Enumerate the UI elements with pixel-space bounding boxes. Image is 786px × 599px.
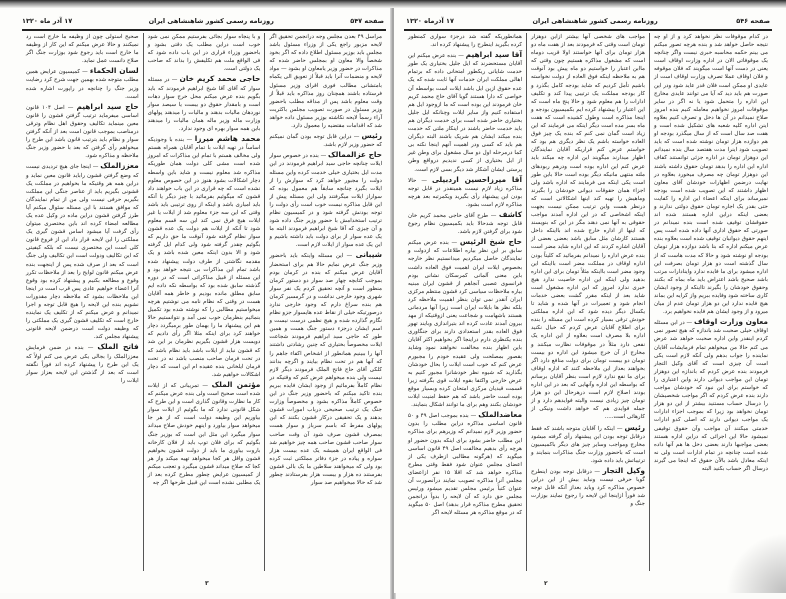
paragraph-text: — کمیسیون عرایض همین مطلب متوجه شده بهمین جهت شرح کرد رضایت وزیر جنگ را چنانچه در راپورت اشاره شده است.: [25, 69, 139, 100]
speaker-name: محمد هاشم میرزا: [194, 134, 261, 144]
speaker-name: لسان الحکماء: [89, 66, 139, 76]
speaker-name: وکیل التجار: [602, 465, 645, 475]
speaker-paragraph: [408, 238, 522, 409]
speaker-name: معاون وزارت اوقاف: [693, 317, 769, 327]
paragraph-text: صحیح استولی چون از وظیفه ما خارج است رد نمیکنند و حالا عرض میکنم که این کار از وظیفه ما خارج است باید رجوع شود بوزارت جنگ اگر صلاح دانست عمل نماید.: [25, 34, 139, 65]
left-page: [0, 8, 392, 593]
speaker-paragraph: [269, 151, 382, 249]
speaker-paragraph: [269, 251, 382, 487]
right-page-title: روزنامه رسمی کشور شاهنشاهی ایران: [532, 17, 658, 25]
text-column: [650, 33, 772, 571]
left-page-columns: [22, 33, 386, 571]
speaker-name: مؤتمن الملک: [211, 379, 261, 389]
speaker-paragraph: [26, 67, 139, 100]
left-header-rule: [22, 29, 386, 31]
paragraph-text: در کدام موقوفات نظر نخواهد کرد و از او چه نتیجه حاصل خواهد شد و بنده هرچه تصور میکنم می بینم حکمه محاسبه خبری نیست واگر چنانچه یک موقوفاتی الان در اداره وزارت اوقاف است یعنی در دست آنها است میگویند که فلان موقوفه و فلان اوقاف عملا تصرف وزارت اوقاف است از عایدی او ممکن است فلان قدر عاید شود ودر این صورت هم باید دید که آیا می توانند عایدی مخارج این اداره را متحمل شود یا نه اگر در سایر موقوفات امروز نخواهیم معامله کنیم بنده امروز صلاح نمیدانم در آن ها دخل و تصرف کنیم بعلاوه اینن اداره کلیه شعبه های تشکیل شده است و هفت صد سال است که از سال میگذرد بودجه او هم دوازده هزار تومان نوشته شده است که باید تصویب شود اینرا مدت هفتصد سال بنده نمیدانم این دوهزار تومان در اداره جزئی توانستند کفاف اداره این اداره را بدهد تومان حقوق داشته باشند این دوهزار تومان چه مصرف میخورد بعلاوه در نهایت درضمن اظهارات خودشان آقای معاون اظهار داشتند که این تصویب شده است بودجه نمیرساند برای اینکه اعضاء این اداره را کفایت حتی بقدر یک اجاره تومان حقوق دولتی ندارند و بعضی اینکه دراین اداره هستند شده اند حقوقشان توقیف شده است بنده نمیدانم در صورتی که حقوق اداری آنها داده شده است پس اینهم حقوق دیوانیان توقیف شده است بعلاوه بنده عرض میکنم اداره که بنا باشد دوازده هزار تومان بودجه او نوشته شود و حالا که مدت هاست که از سال گذشته است دو هزار تومان بصرفت این اداره میشود برای ما فایده ندارد واینادارات مرتب باشد صحیح باشد اعتراض باید ماه بماه که بکنند وحقوق خودشان را بگیرند تااینکه از وجود ایشان کاری ساخته شود وفایده ببریم واز کرایه این بماند هیچ فایده ندارد این دو هزار تومان عدم از میان میرود و از وجود ایشان هم فایده نخواهیم برد.: [654, 34, 768, 316]
speaker-name: کاشف: [498, 209, 522, 219]
speaker-paragraph: [26, 103, 139, 161]
paragraph-text: — اینجا جای هیچ تردیدی نیست که وضع گرفتن قشون راباید قانون معین نماید و دراین همه هر وقتیکه ما بخواهیم در مملکت یک قشونی بگیریم باید از عناصر جنگی این مملکت بگیریم حرفی نیست ولی من از تمام نمایندگان که موافق هستند با این مسئله سئوال میکنم آیا طرز گرفتن قشون دراین ماده در وکیل عده یک مطالعه امضاء کرده اند باین مختصری میتوان رأی گرفت آیا میشود اساس قشون گیری یک مملکتی را این لایحه قرار داد این از فروع قانون کلی است این مختصری نیست که بلکه کیفیتی که این تکالیف ودولت است این تکالیف ولی جنگ است که بعد از صرف شده پس از اینجهت بنده عرض میکنم قانون لوایح را بعد از ملاحظات تکرر وقوع و مطالعه بکنیم و پیشنهاد کرده بود وقوع آنرا اعضاء خواهیم عادی پس قرب است در اینجا این ملاحظات بشود که ملاحظه دچار مقدورات نشویم بنده این لایحه را هیچ قابل توجه و اجرا نمیدانم و عرض میکنم که از تکلیف یک نماینده خارج است که تکلیف قشون گیری یک مملکتی را که وظیفه دولت است درضمن لایحه قانونی پیشنهاد مجلس کند.: [25, 164, 139, 341]
paragraph-text: — بنده عرض میکنم این آقایان مستحضرند که ایل جلیل بختیاری یک طور خدمت شایانی ریکطور امتحانی داده که برتمام اهالی مملکت ایران خدمات آنها ثابت شده که یک عده حقوق ازین ایل باشد ایلات است بواسطه آن خواصی که دارا هستند گویا آقای حاج محمد کریم خان فرمودند این بوده است که ما ازوجود ایل هم استفاده کنیم واز سایر ایلات وچنانکه ایل جلیل بختیاری حاضر شده است برای خدمت دیگران هم باید خدمت حاضر باشند در اینکار ملتی که خدمت بنده میکند ایشان هم شریک باشند البته دیگران هم باید که کسی ودر اهمیت آنهم اینجا نکته بی کما درمرحله اول دو سال مشغول برای وطن غیر از ایل بختیاری از کسی ندیدیم درواقع وطن پرستی ایشان آشکار شد دیگر بسی لازم است.: [408, 53, 522, 173]
text-paragraph: [26, 33, 139, 65]
speaker-name: آقا سید ابراهیم: [465, 50, 523, 60]
right-page-header: [406, 14, 770, 28]
paragraph-text: — در مسئله سوار که آقای آقا شیخ ابراهیم فرمودند که باید بگویم بنده عرض میکنم محل خرج سوار دهات است و بامقدار حقوق دو بیست یا سیصد سوار نوردهان مالیات بدهند و مالیات را میدهند پولهای وزارت ماله وزیر ماله همان مالیات را میدهند باین همه سوار بهره ای وجود ندارد.: [147, 77, 261, 133]
paragraph-text: — این مسئله واینکه باید باحضور وزیر جنگ عرض نمایم حالا هم برای استحضار آقایان عرض میکنم که بنده در کرمان بودم بموجب کتابچه چهار صد سوار دو دستور کرمان منظور است و آنچه تحقیق کردم یک نفر سوار شهری وجود خارجی نداشت و در گرمسیر کرمان هم بنده سراغ دارم که وجود خارجی ندارد درصورتیکه خیلی از نقاط عده هایسوار جزو نظام نگارم گذارده شده و هیچ نظمی درست نیست و اسم ایشان درجزء دستور جنگ هست و همین طور که حاجی سید ابراهیم فرمودند شجاعت ایلات مخصوصاً بختیاری که چنین رشادتی داشتند آنها را ببینیم همانطور از اشخاص اکفاء جاهم را که آنها هم در تحت نظام بیایند و اگرچه بدانند کلکی آقای حاج فاتح الملک فرمودند دیگر لازم نیست ولی بنده میخواهم عرض کنم که وقتیکه در نظام کاملاً بفرمائیم از وجود ایشان فایده ببریم بنده تاکید میکنم که باحضور وزیر جنگ در این خصوص کاملاً مذاکره بشود و مخصوصاً وزارت جنگ یک ترتیب صحیحی درباب امورات قشون بدهند و یک تحقیقی درکار قشون بکنند که این پولهای مفرط که باسم سرباز و سوار هست بمصرف قشون صرف شود آن وقت صاحب سوار صاحب قشون صاحب همه چیز خواهیم شد فی الواقع ایران همیشه یک عده بیست هزار سواره و پیاده در جزء دفاتر مملکتی ثبت کرده بود ولی که میخواهند سلاطین ما یک بالی قشون بفرستند ده هزار و بیست هزار بفرستادند چطور شد که حالا میخواهیم صد سوار: [269, 253, 382, 487]
speaker-name: شیبانی: [355, 250, 382, 260]
speaker-paragraph: [148, 381, 261, 487]
paragraph-text: — دراین قابل توجه بودن گمان نمیکنم که حضور وزیر لازم باشد.: [269, 134, 382, 149]
left-page-header: [22, 14, 384, 28]
text-column: [265, 33, 386, 571]
speaker-paragraph: [26, 343, 139, 384]
paragraph-text: — اصل ۱۰۴ قانون اساسی میفرماید ترتیب گرفتن قشون را قانون معین مینماید تکالیف وحقوق اهل نظام وترقی درمناصب بموجب قانون است بعد از آنکه گرفتن سوار و نظام باید بترتیب قانون باشد این طرح را میخواهم رأی گرفتن که بعد با حضور وزیر جنگ ملاحظه و مذاکره شود.: [25, 104, 139, 160]
speaker-name: حاج عزالممالک: [328, 150, 382, 160]
paragraph-text: — درقابل توجه بودن اینطرح گویا حرفی نیست ونباید بیش از این دراین خصوص مذاکره کرد وباید بعداز آنکه قابل توجه شد فوراً ازاینجا این لایحه را رجوع نمایند بوزارت جنگ و: [531, 468, 645, 508]
paragraph-text: — بنده بموجب اصل ۴۹ و ۵۰ قانون اساسی مذاکره دراین مطلب را بدون حضور وزیر لازم نمیدانم که وزیرهم برای مذاکره این مطلب حاضر بشود برای اینکه بدون حضور او هرچه رأی بدهیم مخالفت اصل ۴۹ قانون اساسی میگوید که (هرگونه مطالبی ازطرف یکی از اعضای مجلس عنوان شود فقط وقتی مطرح مذاکره خواهد شد که اقلا ۱۵ نفر ازاعضای مجلس آنرا مذاکره تصویب نمایند درآنصورت آن عنوان کتباً برئیس مجلس تقدیم میشود ورئیس مجلس حق دارد که آن لایحه را بدواً درانجمن تحقیق مطرح مذاکره قرار بدهد) اصل ۵۰ میگوید که در موقع مذاکره هر مسئله لایحه اگر: [408, 413, 523, 517]
speaker-paragraph: [408, 211, 522, 236]
text-paragraph: [408, 33, 522, 49]
paragraph-text: همانطوریکه گفته شد درجزء سواری کمنظور کرده بگیرید اینطرح را پیشنهاد کرده اند.: [408, 34, 522, 49]
speaker-name: حاجی محمد کریم خان: [179, 74, 261, 84]
text-column: [144, 33, 266, 571]
text-paragraph: [654, 33, 768, 316]
left-page-title: روزنامه رسمی کشور شاهنشاهی ایران: [148, 17, 274, 25]
right-page-number: ۲: [544, 580, 548, 587]
left-page-number: ۳: [205, 580, 209, 587]
speaker-name: حاج شیخ الرئیس: [459, 237, 522, 247]
speaker-paragraph: [408, 176, 522, 209]
right-page-date: ۱۷ آذرماه ۱۳۲۰: [406, 17, 454, 25]
paragraph-text: — در این مسئله اوقاف خیلی صحبت شد باندازه که هیچ تصور نمی کردم اینقدر واین اداره صحبت خواهد شد عرض می کنم حالا من میخواهم تمام فرمایشات آقایان نماینده را جواب بدهم ولی آنکه لازم است یکی است آن چیزی است که آقای وکیل التجار فرمودند بنده عرض کردم که باندازه این دوهزار تومان این مواجب دیوانی دارند واین اعتباری را که خواستم برای این نبود که خودشان مواجب دارند بنده عرض کردم که اگر مواجب شخصیشان را درسال حساب مستنید بیشتر از این دو هزار تومان نخواهد بود زیرا که بموجب اجزاء ادارات یک مواجب دیوانی دارند که اصلی کدو ادارات خدمتی میکنند آن مواجب وآن حقوق توقیفی نمیشود حالا این اجرائی که دراین اداره هستند بعضی مواجبها دارند بعضی دخل ها هم آنها داده شده است چنانچه در تمام ادارات است ولی نه اینکه معادل باشد بالآن حقوق که اینجا می گیرند درسال اگر حساب بکنید البته: [654, 320, 768, 472]
speaker-paragraph: [531, 424, 645, 465]
paragraph-text: — طرح آقای حاجی محمد کریم خان قابل توجه شدحالا باید بکمیسیون نظام رجوع شود برای گرفتن لازم باشد.: [408, 212, 522, 236]
paragraph-text: و با پنجاه سوار بجائی بفرستیم ممکن نمی شود خوب است دراین مطلب یک دقتی بشود و باحضور وزراء قراری در این باب داده شود که فی الواقع ملت هم تکلیفش را بداند که صاحب یک دولتی است.: [147, 34, 261, 73]
speaker-paragraph: [654, 318, 768, 473]
left-page-label: صفحه ۵۴۷: [350, 17, 384, 25]
scan-corner-shadow: [726, 533, 786, 593]
speaker-name: رئیس: [624, 422, 645, 432]
text-paragraph: [148, 33, 261, 73]
speaker-paragraph: [531, 467, 645, 508]
text-column: [404, 33, 527, 571]
speaker-paragraph: [408, 411, 522, 517]
speaker-name: آقا میرزاحسین اردبیلی: [431, 174, 523, 184]
right-header-rule: [404, 29, 772, 31]
speaker-paragraph: [26, 162, 139, 341]
speaker-paragraph: [269, 132, 382, 149]
speaker-paragraph: [148, 75, 261, 133]
scan-top-shadow: [0, 0, 786, 8]
paragraph-text: مراسل ۴۹ بعدن مجلس وجه درانجمن تحقیق اگر لایحه مزبور راجع یکی از وزراء مسئول باشد مجلس باید بوزیر مسئول اطلاع داده که اگر بخود شخصاً والا معاون او بمجلس حاضر شده که مذاکرات در حضور وزیر یامعاون او بشود — مواد لایحه و منضمات آنرا باید قبلاً از تعویق الی یکماه بامتشانی مطالب فوری اقرای وزیر مسئول فرستاده باشند همچنان روز مذاکره باید قبلاً از وقت معلوم باشد پس از مداقه مطلب باحضور وزیر مسئول در صورت تصویب مجلس باکثریت آراء رسماً لایحه نکاشته بوزیر مسئول داده خواهد شد که اقدامات مقتضیه را معمول دارد.: [269, 34, 382, 130]
speaker-name: رئیس: [361, 131, 382, 141]
paragraph-text: — اینکه را آقایان متوجه باشند که فقط درقابل توجه بودن این پیشنهاد رأی گرفته میشود مخارج ومواجب وسایر چیز های دیگر باکمیسیون است که باحضور وزارت جنگ مذاکرات بنمایند و ترتیباتش باید داده شود.: [531, 425, 645, 464]
right-page-label: صفحه ۵۴۶: [736, 17, 770, 25]
paragraph-text: — تمریبانی که از ایلات شده است صحیح است ولی بنده عرض میکنم که کار ما نظارت وقانون گذاری است و این طرح که شکل قانونی ندارد که ما بگوئیم از ایلات سوار بیاوریم این وظیفه دولت است که از هر جا میخواهد سوار بیاورد و اینهم خودش صلاح میداند سوار میگیرد این مثل این است که بوزیر جنگ بگوئیم که برای فلان توپ باید از فلان کارخانه باروت بیاوری ما باید از دولت قشون بخواهیم قشون واقل هر کجا میخواهد تهیه میکند واز هر کجا که صلاح میداند قشون میگیرد و تعجب میکنم از کمیسیون عرایض چطور مطرح کرده بعد از یک مطلبی نشده است این قبیل طرحها اگر چه: [147, 382, 261, 487]
paragraph-text: — بنده با وجودیکه اساساً در تهیه ایلات با تمام آقایان همراه هستم ولی مخالف هستم با تمام این مذاکرات که امروز شده است مشی کلی دولت همان طوریکه مذاکره شد معلوم نیست و شاید باین واسطه دچار اشکالات بشود هنوز در این خصوص معلوم نشده است که چه قراری در این باب خواهند داد قشون که میگوئیم بفرمائید با چیز دیگر یا آنکه باید امیاری باشد و اینکه از روی ترتیبی باید باشد وقتی که این سه جزء معلوم شد از ایلات یا غیر ایلات هیچ فرق نمی کند این سه قسم معلوم شود تا آنکه از ایلات هم دولت یک عده قشون سوار نظام گرفته شود آنوقت ما حق داریم که بگوئیم چقدر گرفته شود ولی کدام ایل گرفته شود و الا بدون اینکه معین شده باشد و یک مقدمه نگاشتی از طرف دولت پیشنهاد شده باشد تمام این مذاکرات بی نتیجه خواهد بود و این مسئله از قبیل مذاکراتی است که در دوره گذشته سابق شده بود که بواسطه نکه داده ایم سابق مطلق مانده بودیم و خاطر همه آقایان هست در وقتی که نظام نامه می نوشتیم هرچه میخواستیم مطالبی را که نوشته شده بود تکمیل بنمائیم بنظرمان خوب نمی آمد و نتوانستیم حالا هم این پیشنهاد ما را بهمان طور برمیگردد دچار خواهند کرد برای اینکه مثلا اگر رأی دادیم که دویست هزار قشون بگیریم نظرمان بر این شد که قشون نباید از ایلات باشد باید نظام باشد که در تحت فرمان صاحب منصب باشد نه در تحت فرمان ایلخانی بنده عقیده ام این است که دچار اشکالات خواهیم شد.: [147, 137, 261, 378]
text-paragraph: [531, 33, 645, 422]
speaker-name: معززالملک: [100, 161, 139, 171]
speaker-paragraph: [408, 51, 522, 173]
paragraph-text: مواجب های شخصی آنها بیشتر ازاین دوهزار تومان است وقتی که فرمودند بعد از هفت ماه دو هزار تومان برای آنها خواستند اولا قریب دوماه است که مشغول مذاکره هستیم چون وقتی که ماابن اعتبار را خواستیم دو ماه پیش بود آنوقت هم به ملاحظه اینکه فوق العاده از دولت نخواسته باشیم تأمل کردیم که شاید بودجه کامل بگذرد و کار بودجه مملکت یک ترتیبی پیدا کند و تکلیف ادارات را هم معلوم شود و حالا پنج ماه است که این اعتبار را پیشنهاد کرده ایم بکمیسیون بودجه و اینجا مذاکره است وطول کشیده است که هفت ماه بسر مده است دیگر اینکه می فرمایند که این زیاد است گمان نمی کنم که بنده یک چیز فوق العاده خواسته باشم یک نظر دیگری هم بود که خواستم عرض کنم قراریکه آقایان نمایندگان اظهار میدارند میگویند این اداره چه میکند باید عرض کنم این اداره بوده است ودرهم ربودهای ملته منتهی مانیکه دیگر بوده است حالا باین طور است یکی اینکه می فرمایند که اداره باشد ولی اجزاء همان حقوقات دیوانی خودشان را بگیرند وماهیش را تهیه کند اینها اشکالاتی است که درنظر هست واین ترتیب ممکن نیست بجهت اینکه اشخاصی که در این اداره آمدند مواجب حقوقی به آنها نمی دهند مگر در این که بنویسند که اینها از اداره خارج شده اند بااینکه داخل هستند کارشان مثل سابق باشد بعضی بعضی از آقایان اشاره کردند که این اداره شاید مضر است بنده عرض اداره را نمیدانم بفرمائید که کلیتاً بودن اداره اوقاف در مملکت مضر است بااینکه این وجود مضر است بااینکه مثلاً تومان برای این اداره بدهید ولی اینکه این اداره خاصیت ندارد هیچ خبری ندارد امروز که این اداره مشغول است شاید بعد از اینکه مقرر گشت بعضی خدمات انجام شود و تعمیرات در آنها شده و شاید تا یکسال دیگر دیده شود که این اداره مملکتی خودش ترقی بسیار کرده است این مسئله را بنده برای اطلاع آقایان عرض کردم که خیال نکنید اداره بلا مصرف است بعلاوه از این اداره یک نفعی دارد مثلاً در موقوفات نظارت میکنند و مخارج از آن خرج میشود این اداره دو بیست تومان دو بیست تومان برای دولت منافع دارد اگر بخواهند بعداز این ملاحظه کنند که اداره اوقاف برای ما نفع ندارد لازم است بنظر آقایان برسانم که بواسطه این اداره وآنهایی که بعد در این اداره بودند اصلاح لازم است درهرحال این دو هزار تومان چیز زیادی نیست والبته فوایدهم دارد و از جمله فوایدی هم که خواهد داشت ونیکی از کارهائی است.....: [531, 34, 645, 421]
paragraph-text: — بنده در ضمن فرمایش معززالملک را بجالی یکی عرض می کنم اولاً که یک این طرح را پیشنهاد کرده اند فوراً نگفته است که بعد از گذشتن این لایحه بعزاز سوار ایلات را: [25, 345, 139, 384]
text-column: [527, 33, 650, 571]
right-page-columns: [404, 33, 772, 571]
text-column: [22, 33, 144, 571]
text-paragraph: [269, 33, 382, 130]
speaker-paragraph: [148, 135, 261, 379]
speaker-name: حاج سید ابراهیم: [76, 101, 139, 111]
paragraph-text: — بنده در خصوص سوار ایلات چنانچه حاجی سید ابراهیم فرمودند در این مدت ایل بختیاری خیلی خدمت کرده واین مسئله دولت را مجبور خواهد کرد که سوارش را از ایلات بگیرد چنانچه سابقاً هم معمول بوده که سواراز ایلات میگرفتند ولی این مسئله پیش از این قابل مذاکره نیست خوب است رأی دولت را توجه بودنش گرفته شود و در کمیسیون نظام ترتیب استخدامش با حضور وزیر جنگ داده شود و آن چیزی که آقا شیخ ابراهیم فرمودند البته ما یک عده سوار از برای دولت باید داشته باشیم و این یک عده سوار از ایلات لازم است.: [269, 153, 382, 249]
speaker-name: معاضدالملک: [478, 410, 523, 420]
left-page-date: ۱۷ آذر ماه ۱۳۲۰: [22, 17, 73, 25]
speaker-name: فاتح الملک: [97, 342, 139, 352]
paragraph-text: — حالا مذاکره زیاد لازم نیست همینقدر در قابل توجه بودن این پیشنهاد رأی بگیرید ویکمرتبه بعد هرچه مذاکره لازم است بشود.: [408, 177, 522, 208]
paragraph-text: — بنده عرض میکنم سابق بر این نظر بیاره اطلاعات که ازدولت و نمایندگان حاصل میکردیم میدانستیم نظر خارجه بخصوص ایلات ایران اهمیت فوق العاده داشت باین معنی آلمانی کمرسکان نشانی بودم فرانسوی عصبی آنجاهم از قشون ایران مبنیه بیاره ملاحظات سیاسی کرد قشون منتظم مرکزی ایران آنقدر نمی توان بنظر اهمیت ملاحظه کرد بلکه نظر ها بایلات ایران است زیرا آنها مردمانی هستند باشهامت و شجاعت یعنی ازوقتیکه از مهد بیرون آمدند عادت کرده اند بتیراندازی وبایند تهور فوق العاده بقدر استعدادی دارند برای جنگاوری بنده یکنظری دارم دراینجا اگر بخواهیم اکثر آقایان باین اظهار بنده مخالفت نخواهند نمود وشاید بقصور بمصلحت ولی عقیده خودم را مجبورم عرض کنم که خوب است ایلات را بحال خودشان بگذارید که شیوه نظر خودشانرا مجبور کنیم به عرض خارجی واکتفا بقوه ایلات قوی بگرفته زیرا قسمت قیدیان مرکزی امتحان کرده وبسیار موقع بوده است حاضر باشد که هم حفظ امنیت ایلات خودشان بکنند وهم برای ما توانند اشکال بنمایند.: [408, 240, 522, 409]
right-page: [394, 8, 786, 593]
